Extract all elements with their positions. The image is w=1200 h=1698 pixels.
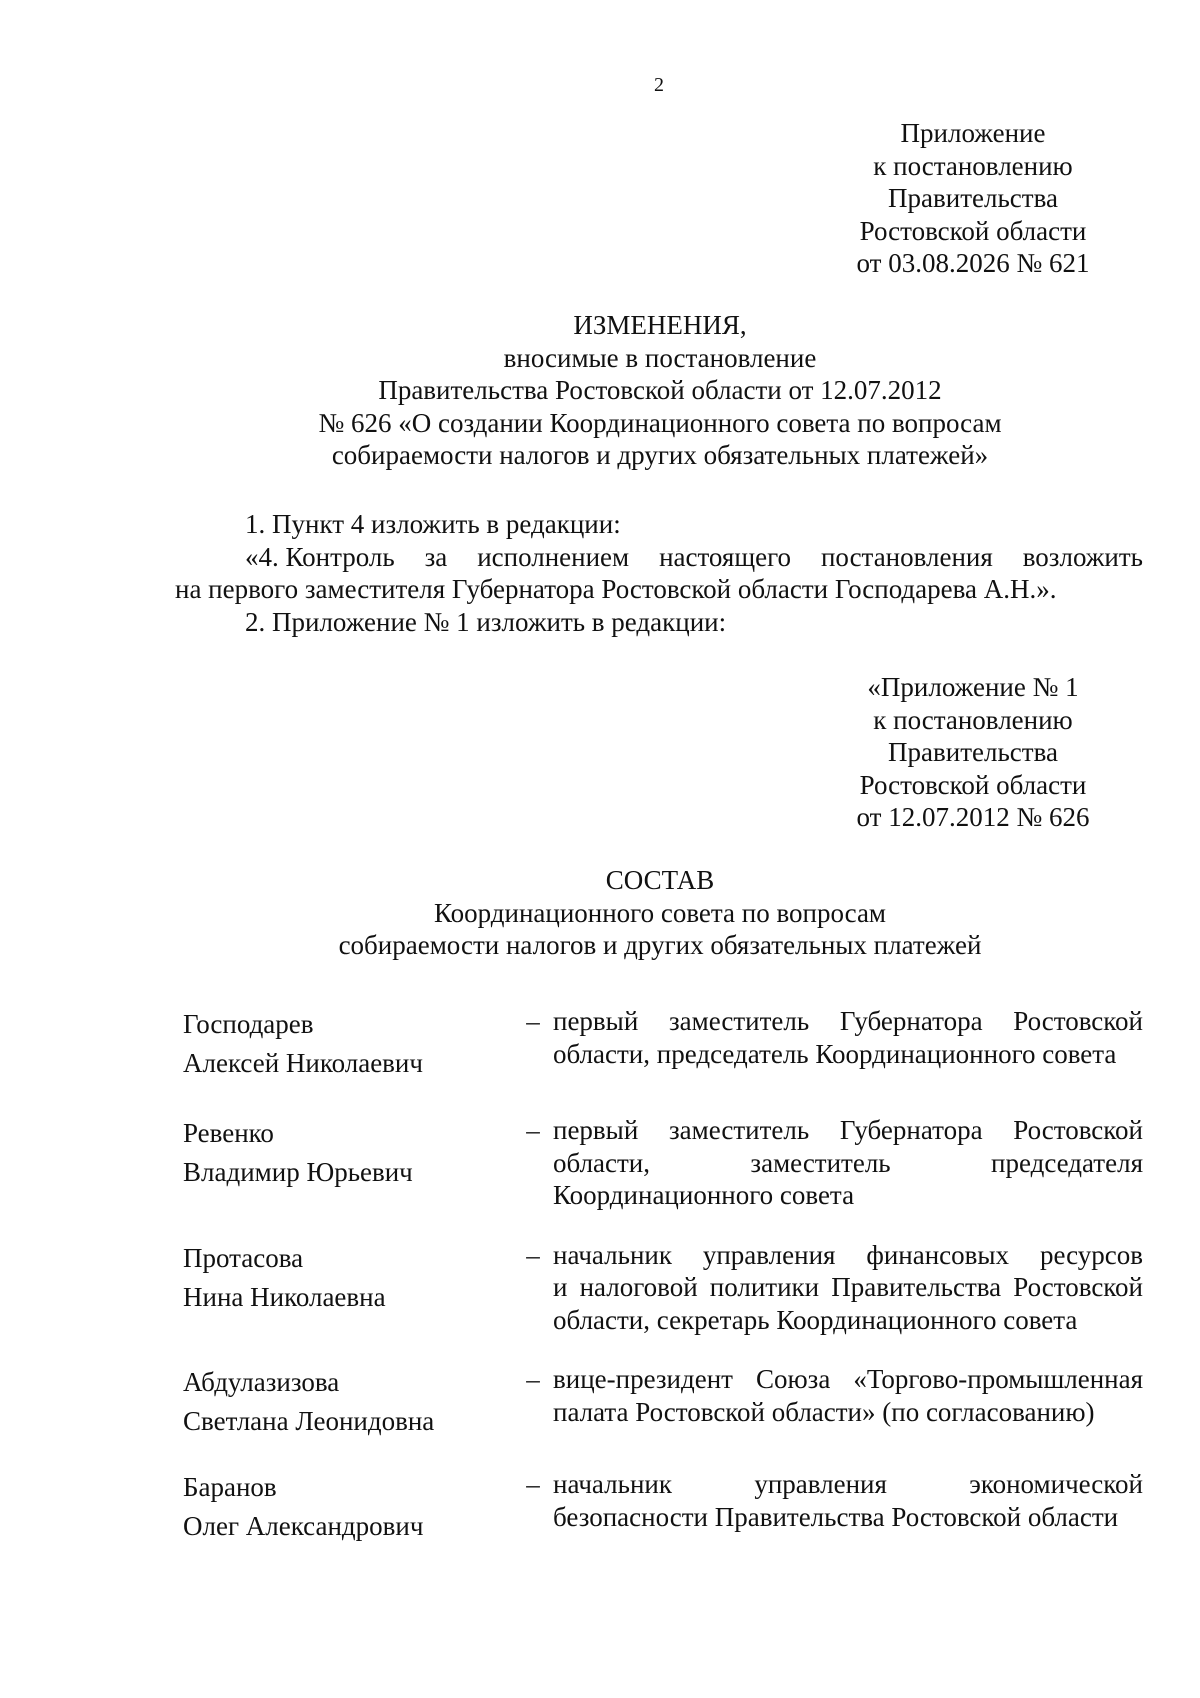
- member-row: [183, 1005, 1143, 1083]
- member-role-line: [553, 1239, 1143, 1272]
- member-surname: Баранов: [183, 1472, 277, 1502]
- approval-line: Правительства: [888, 183, 1058, 213]
- word: Правительства: [831, 1272, 1002, 1302]
- appendix-line: к постановлению: [873, 704, 1073, 735]
- word: налоговой: [579, 1272, 698, 1302]
- composition-subtitle-line: собираемости налогов и других обязательных платежей: [338, 930, 982, 960]
- member-surname: Протасова: [183, 1242, 304, 1273]
- word: за: [424, 541, 448, 572]
- word: заместитель: [668, 1006, 810, 1036]
- word: Губернатора: [839, 1115, 983, 1145]
- member-name: [183, 1239, 513, 1337]
- word: области,: [553, 1147, 651, 1178]
- word: «Торгово-промышленная: [853, 1364, 1143, 1394]
- word: Губернатора: [839, 1006, 983, 1036]
- member-role-line: безопасности Правительства Ростовской области: [553, 1501, 1119, 1532]
- member-row: [183, 1239, 1143, 1337]
- members-list: [183, 1005, 1143, 1576]
- member-surname: Ревенко: [183, 1118, 274, 1148]
- word: настоящего: [659, 541, 792, 572]
- word: Союза: [756, 1364, 831, 1394]
- member-row: [183, 1468, 1143, 1546]
- changes-title: ИЗМЕНЕНИЯ,: [573, 310, 747, 340]
- word: вице-президент: [553, 1364, 733, 1394]
- member-dash: –: [526, 1469, 540, 1499]
- appendix-line: Правительства: [888, 737, 1058, 767]
- member-dash: –: [526, 1364, 540, 1394]
- member-dash: –: [526, 1115, 540, 1145]
- word: Ростовской: [1013, 1006, 1143, 1036]
- member-surname: Господарев: [183, 1009, 314, 1039]
- word: политики: [709, 1272, 820, 1302]
- composition-heading: [160, 864, 1160, 962]
- word: постановления: [820, 541, 993, 572]
- member-given-names: Олег Александрович: [183, 1511, 424, 1541]
- approval-line: Ростовской области: [859, 215, 1087, 246]
- appendix-line: от 12.07.2012 № 626: [856, 802, 1090, 832]
- member-name: [183, 1363, 513, 1441]
- item-1: 1. Пункт 4 изложить в редакции:: [245, 509, 621, 539]
- word: начальник: [553, 1239, 672, 1270]
- item-2: 2. Приложение № 1 изложить в редакции:: [245, 606, 727, 637]
- word: председателя: [991, 1147, 1143, 1178]
- changes-subtitle-line: собираемости налогов и других обязательных платежей»: [331, 440, 989, 470]
- approval-stamp: [838, 117, 1108, 280]
- word: Ростовской: [1013, 1115, 1143, 1145]
- word: заместитель: [668, 1115, 810, 1145]
- changes-subtitle-line: Правительства Ростовской области от 12.07.2012: [378, 375, 942, 405]
- word: исполнением: [477, 541, 630, 572]
- member-role: [553, 1363, 1143, 1441]
- composition-subtitle-line: Координационного совета по вопросам: [433, 897, 887, 928]
- member-role: [553, 1239, 1143, 1337]
- word: начальник: [553, 1469, 672, 1499]
- approval-line: Приложение: [900, 118, 1046, 148]
- word: возложить: [1022, 541, 1143, 572]
- page-number: 2: [654, 74, 664, 96]
- member-role-line: [553, 1271, 1143, 1304]
- word: первый: [553, 1115, 639, 1145]
- word: экономической: [969, 1469, 1143, 1499]
- member-name: [183, 1468, 513, 1546]
- word: управления: [754, 1469, 887, 1499]
- member-given-names: Нина Николаевна: [183, 1281, 386, 1312]
- member-given-names: Светлана Леонидовна: [183, 1406, 435, 1436]
- word: финансовых: [866, 1239, 1010, 1270]
- word: «4. Контроль: [245, 541, 395, 572]
- member-role: [553, 1005, 1143, 1083]
- word: Ростовской: [1013, 1272, 1143, 1302]
- member-role-line: [553, 1147, 1143, 1180]
- appendix-line: «Приложение № 1: [867, 672, 1079, 702]
- member-dash: –: [526, 1239, 540, 1270]
- member-name: [183, 1005, 513, 1083]
- member-role: [553, 1468, 1143, 1546]
- member-role-line: палата Ростовской области» (по согласованию): [553, 1396, 1095, 1427]
- member-role-line: [553, 1114, 1143, 1147]
- member-row: [183, 1114, 1143, 1212]
- member-role: [553, 1114, 1143, 1212]
- member-name: [183, 1114, 513, 1212]
- member-role-line: Координационного совета: [553, 1180, 855, 1210]
- word: управления: [702, 1239, 836, 1270]
- word: первый: [553, 1006, 639, 1036]
- word: и: [553, 1272, 568, 1302]
- member-role-line: [553, 1363, 1143, 1396]
- changes-heading: [160, 309, 1160, 472]
- member-role-line: [553, 1468, 1143, 1501]
- member-given-names: Владимир Юрьевич: [183, 1157, 413, 1187]
- composition-title: СОСТАВ: [605, 865, 715, 895]
- member-surname: Абдулазизова: [183, 1367, 340, 1397]
- word: ресурсов: [1039, 1239, 1143, 1270]
- changes-subtitle-line: вносимые в постановление: [503, 342, 817, 373]
- item-1-quote-first-line: [175, 541, 1143, 574]
- body-text: [175, 508, 1143, 638]
- member-role-line: области, секретарь Координационного совета: [553, 1304, 1078, 1335]
- member-role-line: [553, 1005, 1143, 1038]
- member-given-names: Алексей Николаевич: [183, 1048, 423, 1078]
- member-role-line: области, председатель Координационного совета: [553, 1038, 1117, 1069]
- changes-subtitle-line: № 626 «О создании Координационного совета по вопросам: [318, 407, 1002, 438]
- member-dash: –: [526, 1006, 540, 1036]
- member-row: [183, 1363, 1143, 1441]
- approval-line: к постановлению: [873, 150, 1073, 181]
- item-1-quote-continuation: на первого заместителя Губернатора Ростовской области Господарева А.Н.».: [175, 574, 1057, 604]
- word: заместитель: [750, 1147, 891, 1178]
- appendix-stamp: [838, 671, 1108, 834]
- approval-line: от 03.08.2026 № 621: [856, 248, 1090, 278]
- appendix-line: Ростовской области: [859, 769, 1087, 800]
